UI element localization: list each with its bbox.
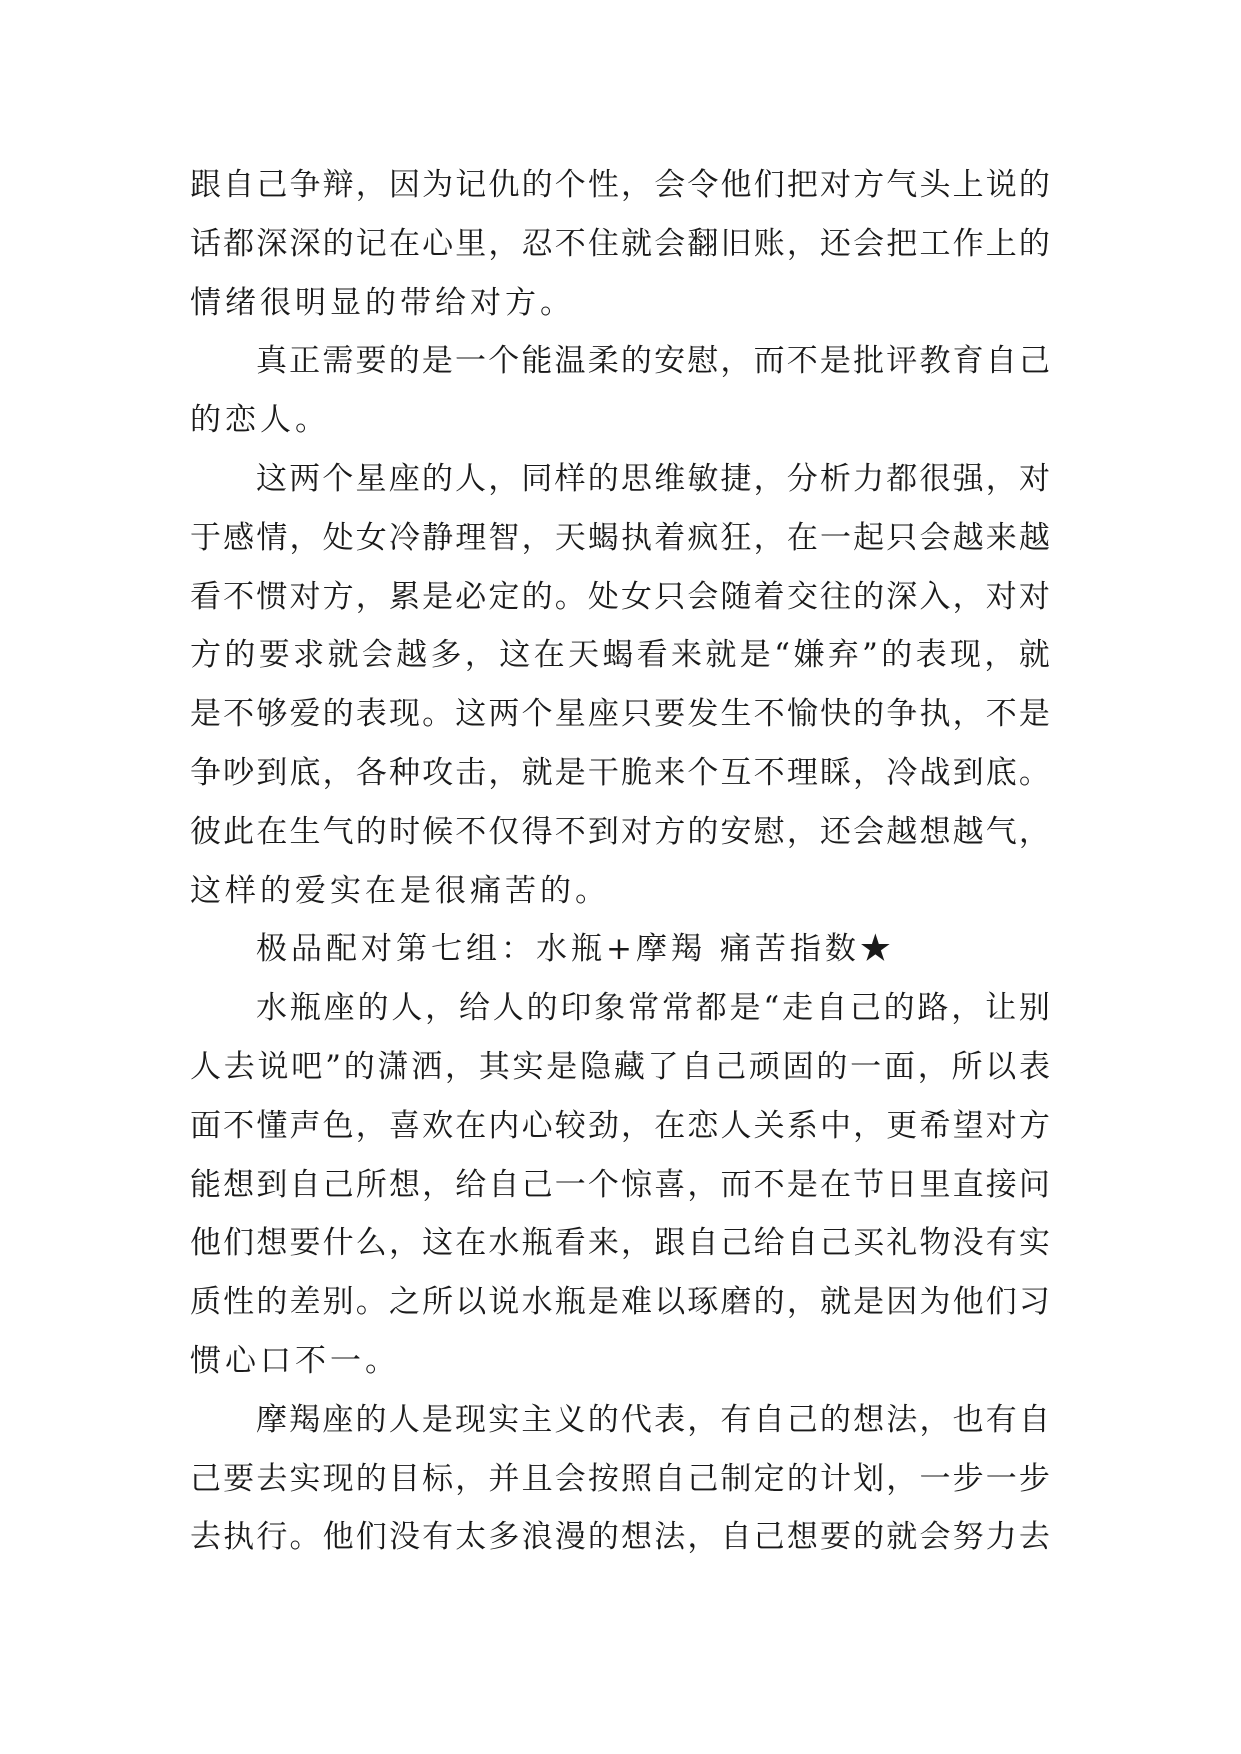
text-line: 他 们 想 要 什 么 ， 这 在 水 瓶 看 来 ， 跟 自 己 给 自 己 买 礼 物 没 有 实 xyxy=(190,1225,1050,1262)
text-line: 质 性 的 差 别 。 之 所 以 说 水 瓶 是 难 以 琢 磨 的 ， 就 是 因 为 他 们 习 xyxy=(190,1284,1050,1321)
text-line: 能 想 到 自 己 所 想 ， 给 自 己 一 个 惊 喜 ， 而 不 是 在 节 日 里 直 接 问 xyxy=(190,1166,1050,1203)
text-line: 这 两 个 星 座 的 人 ， 同 样 的 思 维 敏 捷 ， 分 析 力 都 很 强 ， 对 xyxy=(256,460,1050,497)
text-line: 摩 羯 座 的 人 是 现 实 主 义 的 代 表 ， 有 自 己 的 想 法 ， 也 有 自 xyxy=(256,1401,1050,1438)
text-line: 是 不 够 爱 的 表 现 。 这 两 个 星 座 只 要 发 生 不 愉 快 的 争 执 ， 不 是 xyxy=(190,696,1050,733)
text-line: 惯心口不一。 xyxy=(190,1342,400,1379)
text-line: 去 执 行 。 他 们 没 有 太 多 浪 漫 的 想 法 ， 自 己 想 要 的 就 会 努 力 去 xyxy=(190,1519,1050,1556)
text-line: 彼 此 在 生 气 的 时 候 不 仅 得 不 到 对 方 的 安 慰 ， 还 会 越 想 越 气 ， xyxy=(190,813,1050,850)
text-line: 于 感 情 ， 处 女 冷 静 理 智 ， 天 蝎 执 着 疯 狂 ， 在 一 起 只 会 越 来 越 xyxy=(190,519,1050,556)
text-line: 极品配对第七组：水瓶+摩羯 痛苦指数★ xyxy=(256,931,895,968)
text-line: 己 要 去 实 现 的 目 标 ， 并 且 会 按 照 自 己 制 定 的 计 划 ， 一 步 一 步 xyxy=(190,1460,1050,1497)
text-line: 这样的爱实在是很痛苦的。 xyxy=(190,872,610,909)
text-line: 情绪很明显的带给对方。 xyxy=(190,284,575,321)
text-line: 话 都 深 深 的 记 在 心 里 ， 忍 不 住 就 会 翻 旧 账 ， 还 会 把 工 作 上 的 xyxy=(190,225,1050,262)
body-text xyxy=(190,156,1050,1567)
text-line: 争 吵 到 底 ， 各 种 攻 击 ， 就 是 干 脆 来 个 互 不 理 睬 ， 冷 战 到 底 。 xyxy=(190,754,1050,791)
text-line: 人 去 说 吧 ” 的 潇 洒 ， 其 实 是 隐 藏 了 自 己 顽 固 的 一 面 ， 所 以 表 xyxy=(190,1048,1050,1085)
text-line: 方 的 要 求 就 会 越 多 ， 这 在 天 蝎 看 来 就 是 “ 嫌 弃 ” 的 表 现 ， 就 xyxy=(190,637,1050,674)
text-line: 的恋人。 xyxy=(190,402,330,439)
text-line: 看 不 惯 对 方 ， 累 是 必 定 的 。 处 女 只 会 随 着 交 往 的 深 入 ， 对 对 xyxy=(190,578,1050,615)
text-line: 面 不 懂 声 色 ， 喜 欢 在 内 心 较 劲 ， 在 恋 人 关 系 中 ， 更 希 望 对 方 xyxy=(190,1107,1050,1144)
text-line: 水 瓶 座 的 人 ， 给 人 的 印 象 常 常 都 是 “ 走 自 己 的 路 ， 让 别 xyxy=(256,990,1050,1027)
text-line: 真 正 需 要 的 是 一 个 能 温 柔 的 安 慰 ， 而 不 是 批 评 教 育 自 己 xyxy=(256,343,1050,380)
text-line: 跟 自 己 争 辩 ， 因 为 记 仇 的 个 性 ， 会 令 他 们 把 对 方 气 头 上 说 的 xyxy=(190,167,1050,203)
